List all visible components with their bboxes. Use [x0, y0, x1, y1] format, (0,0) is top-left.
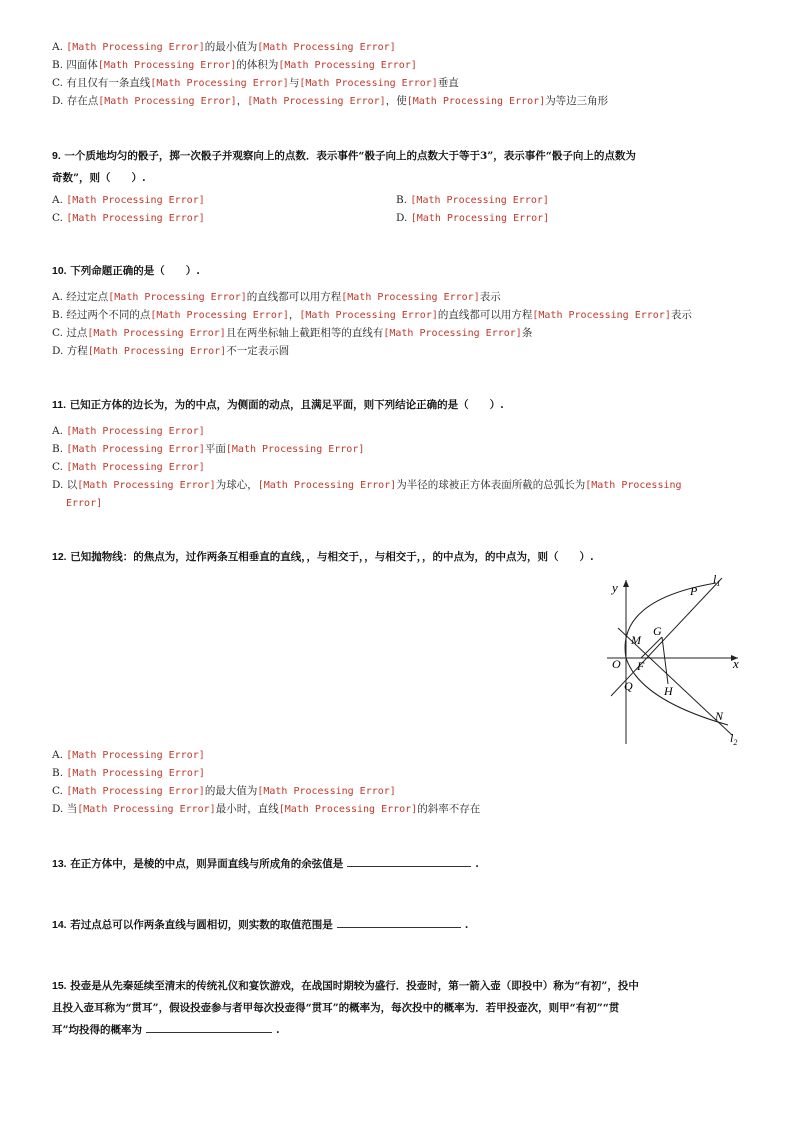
label-h: H — [664, 684, 673, 698]
q11-option-c: C. [Math Processing Error] — [52, 461, 205, 473]
q12-option-d: D. 当[Math Processing Error]最小时，直线[Math Processing Error]的斜率不存在 — [52, 803, 481, 815]
segment-fg — [641, 637, 662, 658]
q9-option-a: A. [Math Processing Error] — [52, 194, 205, 206]
label-l1: $l_1$ — [713, 572, 721, 588]
q9-stem: 9. 一个质地均匀的骰子，掷一次骰子并观察向上的点数．表示事件“骰子向上的点数大于等于3”，表示事件“骰子向上的点数为 奇数”，则（ ）. — [52, 150, 636, 184]
q11-option-d: D. 以[Math Processing Error]为球心，[Math Processing Error]为半径的球被正方体表面所截的总弧长为[Math Processing — [52, 479, 682, 491]
q10-option-a: A. 经过定点[Math Processing Error]的直线都可以用方程[Math Processing Error]表示 — [52, 291, 501, 303]
label-l2: $l_2$ — [730, 731, 738, 747]
q9-option-c: C. [Math Processing Error] — [52, 212, 205, 224]
segment-gh — [662, 637, 668, 684]
y-axis-arrow — [623, 580, 629, 587]
q8-option-b: B. 四面体[Math Processing Error]的体积为[Math Processing Error] — [52, 59, 417, 71]
label-x: x — [733, 656, 739, 671]
q9-option-d: D. [Math Processing Error] — [396, 212, 550, 224]
q12-option-b: B. [Math Processing Error] — [52, 767, 205, 779]
label-f: F — [637, 659, 645, 673]
label-q: Q — [624, 679, 633, 693]
label-g: G — [653, 624, 662, 638]
q11-option-b: B. [Math Processing Error]平面[Math Processing Error] — [52, 443, 365, 455]
q11-stem: 11. 已知正方体的边长为，为的中点，为侧面的动点，且满足平面，则下列结论正确的是（ ）. — [52, 399, 504, 411]
q14-stem: 14. 若过点总可以作两条直线与圆相切，则实数的取值范围是 . — [52, 914, 468, 936]
q12-stem: 12. 已知抛物线：的焦点为，过作两条互相垂直的直线，，与相交于，，与相交于，，的中点为，的中点为，则（ ）. — [52, 551, 594, 563]
q12-option-c: C. [Math Processing Error]的最大值为[Math Processing Error] — [52, 785, 396, 797]
parabola-curve — [625, 583, 728, 725]
q10-option-c: C. 过点[Math Processing Error]且在两坐标轴上截距相等的直线有[Math Processing Error]条 — [52, 327, 533, 339]
q15-stem: 15. 投壶是从先秦延续至清末的传统礼仪和宴饮游戏，在战国时期较为盛行．投壶时，第一箭入壶（即投中）称为“有初”，投中 且投入壶耳称为“贯耳”，假设投壶参与者甲每次投壶得“贯耳”的概率为，每次投中的概率为．若甲投壶次，则甲“有初”“贯 耳”均投得的概率为 . — [52, 980, 639, 1036]
q10-option-b: B. 经过两个不同的点[Math Processing Error]，[Math Processing Error]的直线都可以用方程[Math Processing Error]表示 — [52, 309, 692, 321]
q11-option-a: A. [Math Processing Error] — [52, 425, 205, 437]
label-m: M — [631, 633, 641, 647]
label-o: O — [612, 657, 621, 671]
q9-option-b: B. [Math Processing Error] — [396, 194, 549, 206]
q10-option-d: D. 方程[Math Processing Error]不一定表示圆 — [52, 345, 290, 357]
q12-option-a: A. [Math Processing Error] — [52, 749, 205, 761]
q8-option-d: D. 存在点[Math Processing Error]，[Math Processing Error]，使[Math Processing Error]为等边三角形 — [52, 95, 609, 107]
label-n: N — [715, 709, 724, 723]
label-y: y — [612, 580, 618, 595]
q8-option-c: C. 有且仅有一条直线[Math Processing Error]与[Math Processing Error]垂直 — [52, 77, 459, 89]
q8-option-a: A. [Math Processing Error]的最小值为[Math Processing Error] — [52, 41, 396, 53]
q13-answer-blank[interactable] — [347, 854, 471, 867]
q14-answer-blank[interactable] — [337, 915, 461, 928]
q10-stem: 10. 下列命题正确的是（ ）. — [52, 265, 200, 277]
q15-answer-blank[interactable] — [146, 1020, 272, 1033]
label-p: P — [690, 584, 698, 598]
q13-stem: 13. 在正方体中，是棱的中点，则异面直线与所成角的余弦值是 . — [52, 853, 479, 875]
parabola-figure — [600, 572, 750, 752]
q11-option-d-continued: Error] — [66, 498, 103, 509]
